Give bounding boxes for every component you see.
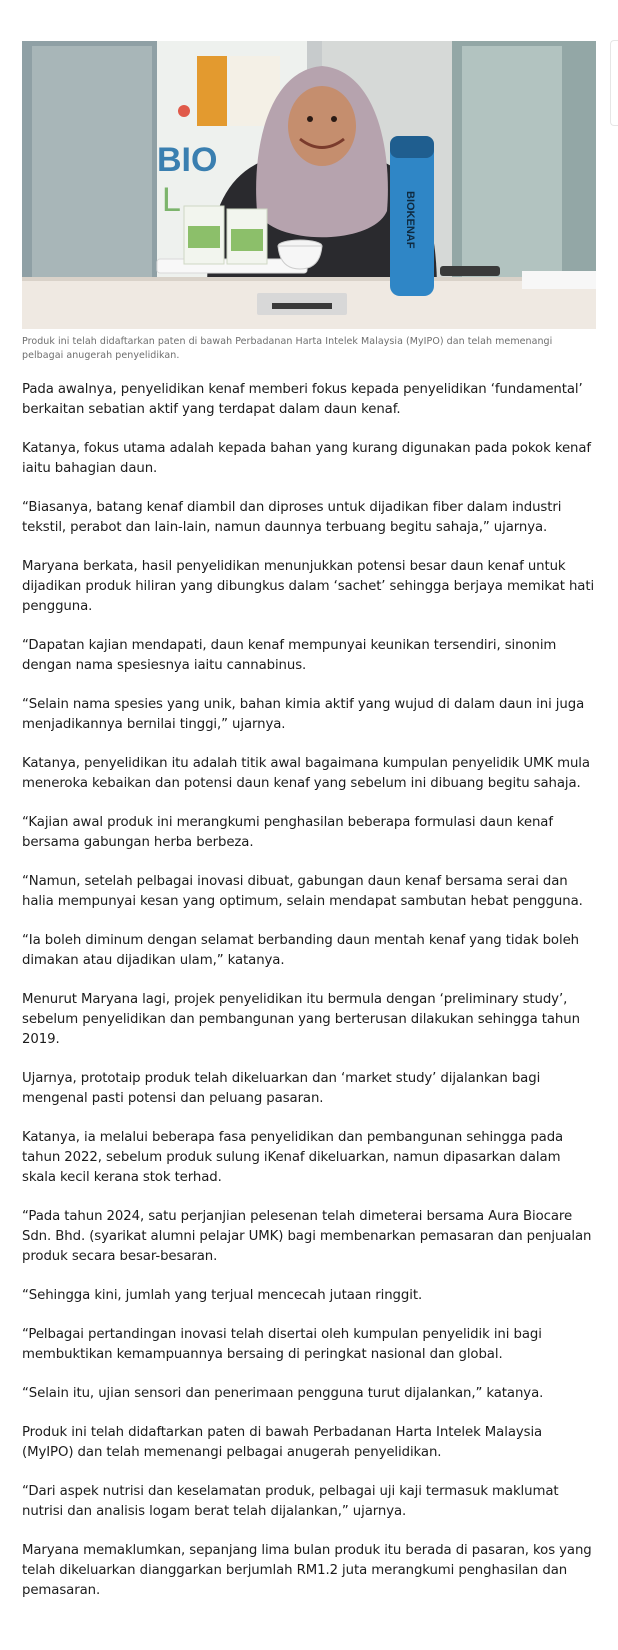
- paragraph: Katanya, penyelidikan itu adalah titik awal bagaimana kumpulan penyelidik UMK mula meneroka kebaikan dan potensi daun kenaf yang sebelum ini dibuang begitu sahaja.: [22, 756, 590, 791]
- side-widget-edge: [610, 40, 618, 126]
- paragraph: “Dari aspek nutrisi dan keselamatan produk, pelbagai uji kaji termasuk maklumat nutrisi dan analisis logam berat telah dijalankan,” ujarnya.: [22, 1484, 559, 1519]
- bottle-label: BIOKENAF: [404, 191, 416, 249]
- paragraph: “Selain itu, ujian sensori dan penerimaan pengguna turut dijalankan,” katanya.: [22, 1386, 544, 1401]
- paragraph: “Biasanya, batang kenaf diambil dan diproses untuk dijadikan fiber dalam industri tekstil, perabot dan lain-lain, namun daunnya terbuang begitu sahaja,” ujarnya.: [22, 500, 562, 535]
- banner-text: BIO: [157, 141, 218, 179]
- article-body: [22, 380, 596, 1601]
- paragraph: Produk ini telah didaftarkan paten di bawah Perbadanan Harta Intelek Malaysia (MyIPO) dan telah memenangi pelbagai anugerah penyelidikan.: [22, 1425, 543, 1460]
- paragraph: “Selain nama spesies yang unik, bahan kimia aktif yang wujud di dalam daun ini juga menjadikannya bernilai tinggi,” ujarnya.: [22, 697, 585, 732]
- paragraph: “Ia boleh diminum dengan selamat berbanding daun mentah kenaf yang tidak boleh dimakan atau dijadikan ulam,” katanya.: [22, 933, 579, 968]
- photo-illustration: [22, 41, 596, 329]
- paragraph: Pada awalnya, penyelidikan kenaf memberi fokus kepada penyelidikan ‘fundamental’ berkaitan sebatian aktif yang terdapat dalam daun kenaf.: [22, 382, 583, 417]
- paragraph: Maryana berkata, hasil penyelidikan menunjukkan potensi besar daun kenaf untuk dijadikan produk hiliran yang dibungkus dalam ‘sachet’ sehingga berjaya memikat hati pengguna.: [22, 559, 595, 614]
- banner-text-2: L: [162, 181, 181, 219]
- paragraph: Menurut Maryana lagi, projek penyelidikan itu bermula dengan ‘preliminary study’, sebelum penyelidikan dan pembangunan yang berterusan dilakukan sehingga tahun 2019.: [22, 992, 580, 1047]
- paragraph: “Pada tahun 2024, satu perjanjian pelesenan telah dimeterai bersama Aura Biocare Sdn. Bhd. (syarikat alumni pelajar UMK) bagi membenarkan pemasaran dan penjualan produk secara besar-besaran.: [22, 1209, 592, 1264]
- paragraph: Katanya, ia melalui beberapa fasa penyelidikan dan pembangunan sehingga pada tahun 2022, sebelum produk sulung iKenaf dikeluarkan, namun dipasarkan dalam skala kecil kerana stok terhad.: [22, 1130, 564, 1185]
- paragraph: “Kajian awal produk ini merangkumi penghasilan beberapa formulasi daun kenaf bersama gabungan herba berbeza.: [22, 815, 553, 850]
- photo-caption: Produk ini telah didaftarkan paten di bawah Perbadanan Harta Intelek Malaysia (MyIPO) dan telah memenangi pelbagai anugerah penyelidikan.: [22, 336, 553, 361]
- paragraph: “Sehingga kini, jumlah yang terjual mencecah jutaan ringgit.: [22, 1288, 423, 1303]
- paragraph: Ujarnya, prototaip produk telah dikeluarkan dan ‘market study’ dijalankan bagi mengenal pasti potensi dan peluang pasaran.: [22, 1071, 541, 1106]
- paragraph: Katanya, fokus utama adalah kepada bahan yang kurang digunakan pada pokok kenaf iaitu bahagian daun.: [22, 441, 591, 476]
- paragraph: “Pelbagai pertandingan inovasi telah disertai oleh kumpulan penyelidik ini bagi membuktikan kemampuannya bersaing di peringkat nasional dan global.: [22, 1327, 542, 1362]
- article-photo: [22, 41, 596, 329]
- paragraph: “Dapatan kajian mendapati, daun kenaf mempunyai keunikan tersendiri, sinonim dengan nama spesiesnya iaitu cannabinus.: [22, 638, 557, 673]
- paragraph: “Namun, setelah pelbagai inovasi dibuat, gabungan daun kenaf bersama serai dan halia mempunyai kesan yang optimum, selain mendapat sambutan hebat pengguna.: [22, 874, 583, 909]
- paragraph: Maryana memaklumkan, sepanjang lima bulan produk itu berada di pasaran, kos yang telah dikeluarkan dianggarkan berjumlah RM1.2 juta merangkumi penghasilan dan pemasaran.: [22, 1543, 592, 1598]
- article: [22, 41, 596, 1620]
